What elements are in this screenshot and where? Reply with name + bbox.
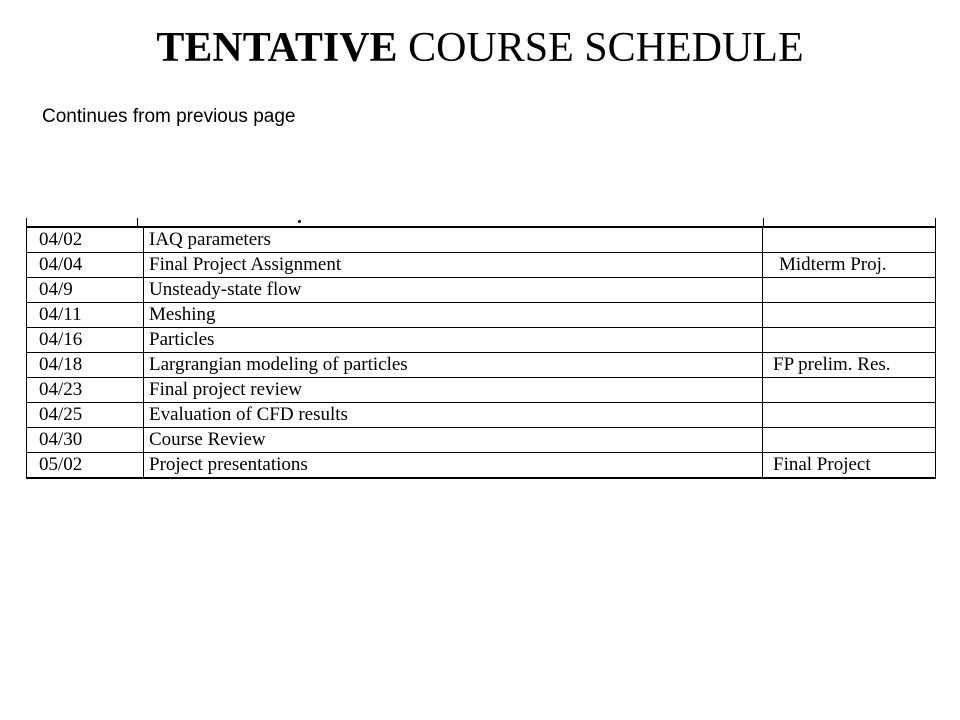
topic-cell: Largrangian modeling of particles: [144, 353, 763, 378]
cropped-previous-row: [26, 218, 936, 226]
date-cell: 04/11: [27, 303, 144, 328]
date-cell: 04/02: [27, 227, 144, 253]
table-row: [27, 227, 936, 253]
date-cell: 05/02: [27, 453, 144, 479]
remnant-line-left: [26, 218, 27, 226]
topic-cell: Final project review: [144, 378, 763, 403]
due-cell: Final Project: [763, 453, 936, 479]
topic-cell: Final Project Assignment: [144, 253, 763, 278]
continuation-note: Continues from previous page: [42, 106, 296, 127]
remnant-line-topic: [763, 218, 764, 226]
date-cell: 04/30: [27, 428, 144, 453]
topic-cell: Particles: [144, 328, 763, 353]
due-cell: [763, 403, 936, 428]
topic-cell: Course Review: [144, 428, 763, 453]
date-cell: 04/18: [27, 353, 144, 378]
due-cell: [763, 328, 936, 353]
due-cell: [763, 303, 936, 328]
date-cell: 04/16: [27, 328, 144, 353]
topic-cell: Meshing: [144, 303, 763, 328]
table-row: [27, 428, 936, 453]
topic-cell: Project presentations: [144, 453, 763, 479]
date-cell: 04/9: [27, 278, 144, 303]
schedule-table-container: [26, 218, 936, 479]
date-cell: 04/25: [27, 403, 144, 428]
due-cell: FP prelim. Res.: [763, 353, 936, 378]
table-row: [27, 253, 936, 278]
date-cell: 04/04: [27, 253, 144, 278]
table-row: [27, 303, 936, 328]
date-cell: 04/23: [27, 378, 144, 403]
topic-cell: Evaluation of CFD results: [144, 403, 763, 428]
remnant-line-right: [935, 218, 936, 226]
page-title-bold: TENTATIVE: [156, 25, 398, 71]
topic-cell: IAQ parameters: [144, 227, 763, 253]
remnant-mark: [298, 220, 301, 223]
page-title-rest: COURSE SCHEDULE: [397, 25, 804, 71]
due-cell: [763, 278, 936, 303]
table-row: [27, 403, 936, 428]
schedule-table: [26, 226, 936, 479]
due-cell: [763, 227, 936, 253]
table-row: [27, 328, 936, 353]
table-row: [27, 453, 936, 479]
due-cell: [763, 428, 936, 453]
table-row: [27, 378, 936, 403]
table-row: [27, 353, 936, 378]
page-title: [0, 24, 960, 72]
due-cell: [763, 378, 936, 403]
topic-cell: Unsteady-state flow: [144, 278, 763, 303]
table-row: [27, 278, 936, 303]
remnant-line-date: [137, 218, 138, 226]
due-cell: Midterm Proj.: [763, 253, 936, 278]
